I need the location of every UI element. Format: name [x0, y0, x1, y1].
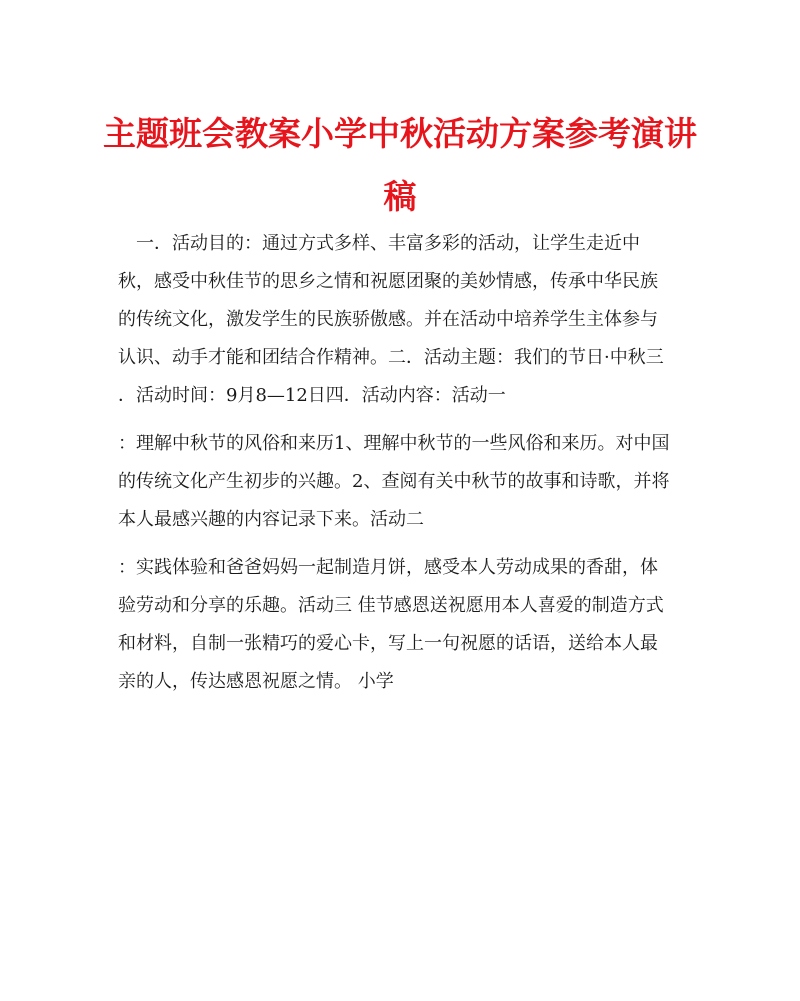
body-line-4: 认识、动手才能和团结合作精神。二．活动主题：我们的节日·中秋三: [118, 347, 664, 368]
body-line-10: 验劳动和分享的乐趣。活动三 佳节感恩送祝愿用本人喜爱的制造方式: [118, 595, 664, 616]
body-line-2: 秋，感受中秋佳节的思乡之情和祝愿团聚的美妙情感，传承中华民族: [118, 271, 658, 292]
body-line-12: 亲的人，传达感恩祝愿之情。 小学: [118, 671, 394, 692]
body-line-6: ：理解中秋节的风俗和来历1、理解中秋节的一些风俗和来历。对中国: [118, 433, 670, 454]
body-line-5: ．活动时间：9月8—12日四．活动内容：活动一: [118, 385, 506, 406]
body-line-3: 的传统文化，激发学生的民族骄傲感。并在活动中培养学生主体参与: [118, 309, 658, 330]
body-line-1: 一．活动目的：通过方式多样、丰富多彩的活动，让学生走近中: [118, 233, 640, 254]
body-line-11: 和材料，自制一张精巧的爱心卡，写上一句祝愿的话语，送给本人最: [118, 633, 658, 654]
body-line-7: 的传统文化产生初步的兴趣。2、查阅有关中秋节的故事和诗歌，并将: [118, 471, 670, 492]
document-title-line-2: 稿: [383, 177, 417, 216]
body-line-8: 本人最感兴趣的内容记录下来。活动二: [118, 509, 424, 530]
body-line-9: ：实践体验和爸爸妈妈一起制造月饼，感受本人劳动成果的香甜，体: [118, 557, 658, 578]
document-title-line-1: 主题班会教案小学中秋活动方案参考演讲: [103, 114, 697, 153]
